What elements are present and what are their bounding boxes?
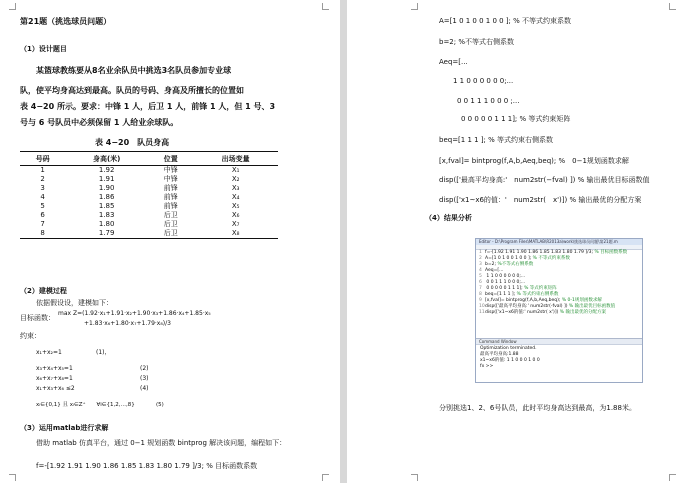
line-comment: % 不等式约束系数 <box>532 256 570 261</box>
col-header-number: 号码 <box>20 152 65 166</box>
cell: 后卫 <box>163 229 178 237</box>
line-code: disp(['最高平均身高:' num2str(-fval) ]) <box>485 304 568 309</box>
col-header-position: 位置 <box>148 152 193 166</box>
col-header-variable: 出场变量 <box>193 152 278 166</box>
corner-mark <box>9 3 16 10</box>
matlab-screenshot <box>475 238 643 383</box>
section-2-heading: （2）建模过程 <box>20 287 67 295</box>
cell: X₅ <box>231 202 240 210</box>
cell: X₁ <box>231 166 240 174</box>
table-row <box>20 166 278 176</box>
constraint-5: xᵢ∈{0,1} 且 xᵢ∈Z⁺ ∀i∈{1,2,…,8} <box>36 402 135 408</box>
cell: X₄ <box>231 193 240 201</box>
cell: X₂ <box>231 175 240 183</box>
table-row <box>20 202 278 211</box>
matlab-intro: 借助 matlab 仿真平台，通过 0−1 规划函数 bintprog 解决该问题，编程如下： <box>36 439 287 447</box>
problem-paragraph-line: 某篮球教练要从8名业余队员中挑选3名队员参加专业球 <box>36 66 232 75</box>
code-line: 1 1 0 0 0 0 0 0;... <box>453 77 514 85</box>
cell: 6 <box>40 211 45 219</box>
line-code: A=[1 0 1 0 0 1 0 0 ]; <box>485 256 532 261</box>
corner-mark <box>322 474 329 481</box>
line-code: Aeq=[... <box>485 268 504 273</box>
corner-mark <box>411 474 418 481</box>
section-1-heading: （1）设计题目 <box>20 45 67 53</box>
cell: 前锋 <box>163 193 178 201</box>
cell: 1.79 <box>98 229 115 237</box>
command-window-label: Command Window <box>476 339 642 345</box>
line-comment: %不等式右侧系数 <box>497 262 534 267</box>
col-header-height: 身高(米) <box>65 152 148 166</box>
console-line: Optimization terminated. <box>480 346 537 351</box>
cell: 1.80 <box>98 220 115 228</box>
problem-paragraph-line: 队，使平均身高达到最高。队员的号码、身高及所擅长的位置如 <box>20 86 244 95</box>
cell: 1.92 <box>98 166 115 174</box>
code-line: [x,fval]= bintprog(f,A,b,Aeq,beq); % 0−1规划函数求解 <box>439 157 629 165</box>
line-comment: % 输出最优目标函数值 <box>568 304 616 309</box>
code-line: disp(['最高平均身高:' num2str(−fval) ]) % 输出最优目标函数值 <box>439 176 650 184</box>
cell: 1.90 <box>98 184 115 192</box>
line-comment: % 目标函数系数 <box>594 250 628 255</box>
cell: 8 <box>40 229 45 237</box>
section-4-heading: （4）结果分析 <box>425 214 472 222</box>
table-row <box>20 193 278 202</box>
table-row <box>20 184 278 193</box>
constraint-1-number: (1)， <box>96 349 111 356</box>
cell: 中锋 <box>163 166 178 174</box>
line-comment: % 等式约束矩阵 <box>524 286 557 291</box>
line-number: 5 <box>479 274 482 279</box>
line-number: 8 <box>479 292 482 297</box>
cell: X₈ <box>231 229 240 237</box>
corner-mark <box>669 3 676 10</box>
modeling-intro: 依据假设设，建模如下： <box>36 299 113 307</box>
line-code: disp(['x1~x6的值:' num2str( x')]) <box>485 310 559 315</box>
cell: 3 <box>40 184 45 192</box>
corner-mark <box>669 474 676 481</box>
line-comment: % 输出最优的分配方案 <box>559 310 606 315</box>
line-number: 7 <box>479 286 482 291</box>
code-line: beq=[1 1 1 ]; % 等式约束右侧系数 <box>439 136 554 144</box>
line-number: 3 <box>479 262 482 267</box>
cell: 前锋 <box>163 184 178 192</box>
page-gutter <box>340 0 347 483</box>
cell: 1.83 <box>98 211 115 219</box>
table-row <box>20 220 278 229</box>
line-code: b=2; <box>485 262 497 267</box>
table-row <box>20 229 278 239</box>
line-code: [x,fval]= bintprog(f,A,b,Aeq,beq); <box>485 298 561 303</box>
cell: 1.86 <box>98 193 115 201</box>
table-row <box>20 175 278 184</box>
player-height-table <box>20 151 278 239</box>
console-prompt: fx >> <box>480 364 494 369</box>
code-line: Aeq=[... <box>439 58 468 66</box>
code-line: b=2; %不等式右侧系数 <box>439 38 514 46</box>
console-line: x1~x6的值: 1 1 0 0 0 1 0 0 <box>480 358 540 363</box>
constraint-label: 约束： <box>20 332 41 340</box>
line-number: 1 <box>479 250 482 255</box>
objective-function-line1: max Z=(1.92·x₁+1.91·x₂+1.90·x₃+1.86·x₄+1.85·x₅ <box>58 310 211 317</box>
line-code: f=-[1.92 1.91 1.90 1.86 1.85 1.83 1.80 1.79 ]/3; <box>485 250 593 255</box>
cell: 5 <box>40 202 45 210</box>
constraint-3: x₆+x₇+x₈=1 <box>36 375 73 382</box>
constraint-5-number: (5) <box>156 402 164 408</box>
constraint-3-number: (3) <box>140 375 149 382</box>
line-comment: % 等式约束右侧系数 <box>516 292 559 297</box>
console-line: 最高平均身高:1.88 <box>480 352 519 357</box>
line-code: beq=[1 1 1 ]; <box>485 292 516 297</box>
table-header-row <box>20 152 278 166</box>
result-conclusion: 分别挑选1、2、6号队员，此时平均身高达到最高，为1.88米。 <box>439 404 636 412</box>
document-page-left <box>0 0 340 483</box>
cell: 中锋 <box>163 175 178 183</box>
cell: 后卫 <box>163 211 178 219</box>
code-line-f: f=-[1.92 1.91 1.90 1.86 1.85 1.83 1.80 1.79 ]/3; % 目标函数系数 <box>36 462 258 470</box>
objective-label: 目标函数： <box>20 314 55 322</box>
editor-title-bar: Editor - D:\Program Files\MATLAB\R2013a\work\挑选球员问题\第21题.m <box>476 239 642 245</box>
cell: X₇ <box>231 220 240 228</box>
problem-paragraph-line: 表 4−20 所示。要求：中锋 1 人，后卫 1 人，前锋 1 人，但 1 号、3 <box>20 102 276 111</box>
corner-mark <box>411 3 418 10</box>
cell: 后卫 <box>163 220 178 228</box>
code-line: A=[1 0 1 0 0 1 0 0 ]; % 不等式约束系数 <box>439 17 572 25</box>
editor-code-area <box>476 250 642 339</box>
constraint-1: x₁+x₂=1 <box>36 349 62 356</box>
cell: 7 <box>40 220 45 228</box>
constraint-2-number: (2) <box>140 365 149 372</box>
cell: X₆ <box>231 211 240 219</box>
cell: X₃ <box>231 184 240 192</box>
line-code: 1 1 0 0 0 0 0 0;... <box>485 274 526 279</box>
cell: 2 <box>40 175 45 183</box>
section-3-heading: （3）运用matlab进行求解 <box>20 424 109 432</box>
table-row <box>20 211 278 220</box>
problem-paragraph-line: 号与 6 号队员中必须保留 1 人给业余球队。 <box>20 118 179 127</box>
line-number: 11 <box>479 310 485 315</box>
line-code: 0 0 0 0 0 1 1 1]; <box>485 286 523 291</box>
constraint-4: x₁+x₃+x₆ ≤2 <box>36 385 75 392</box>
constraint-2: x₃+x₄+x₅=1 <box>36 365 73 372</box>
code-line: 0 0 0 0 0 1 1 1]; % 等式约束矩阵 <box>461 115 571 123</box>
line-number: 9 <box>479 298 482 303</box>
line-comment: % 0-1规划函数求解 <box>561 298 602 303</box>
line-number: 6 <box>479 280 482 285</box>
code-line: 0 0 1 1 1 0 0 0 ;... <box>457 97 520 105</box>
cell: 4 <box>40 193 45 201</box>
cell: 前锋 <box>163 202 178 210</box>
constraint-4-number: (4) <box>140 385 149 392</box>
table-caption: 表 4−20 队员身高 <box>95 138 170 147</box>
objective-function-line2: +1.83·x₆+1.80·x₇+1.79·x₈)/3 <box>84 320 171 327</box>
cell: 1 <box>40 166 45 174</box>
cell: 1.85 <box>98 202 115 210</box>
corner-mark <box>9 474 16 481</box>
line-number: 4 <box>479 268 482 273</box>
problem-title: 第21题（挑选球员问题） <box>20 17 112 26</box>
cell: 1.91 <box>98 175 115 183</box>
editor-line <box>476 310 642 316</box>
corner-mark <box>322 3 329 10</box>
code-line: disp(['x1~x6的值：' num2str( x')]) % 输出最优的分配方案 <box>439 196 642 204</box>
line-code: 0 0 1 1 1 0 0 0;... <box>485 280 526 285</box>
line-number: 10 <box>479 304 485 309</box>
line-number: 2 <box>479 256 482 261</box>
command-window-output <box>476 345 642 370</box>
